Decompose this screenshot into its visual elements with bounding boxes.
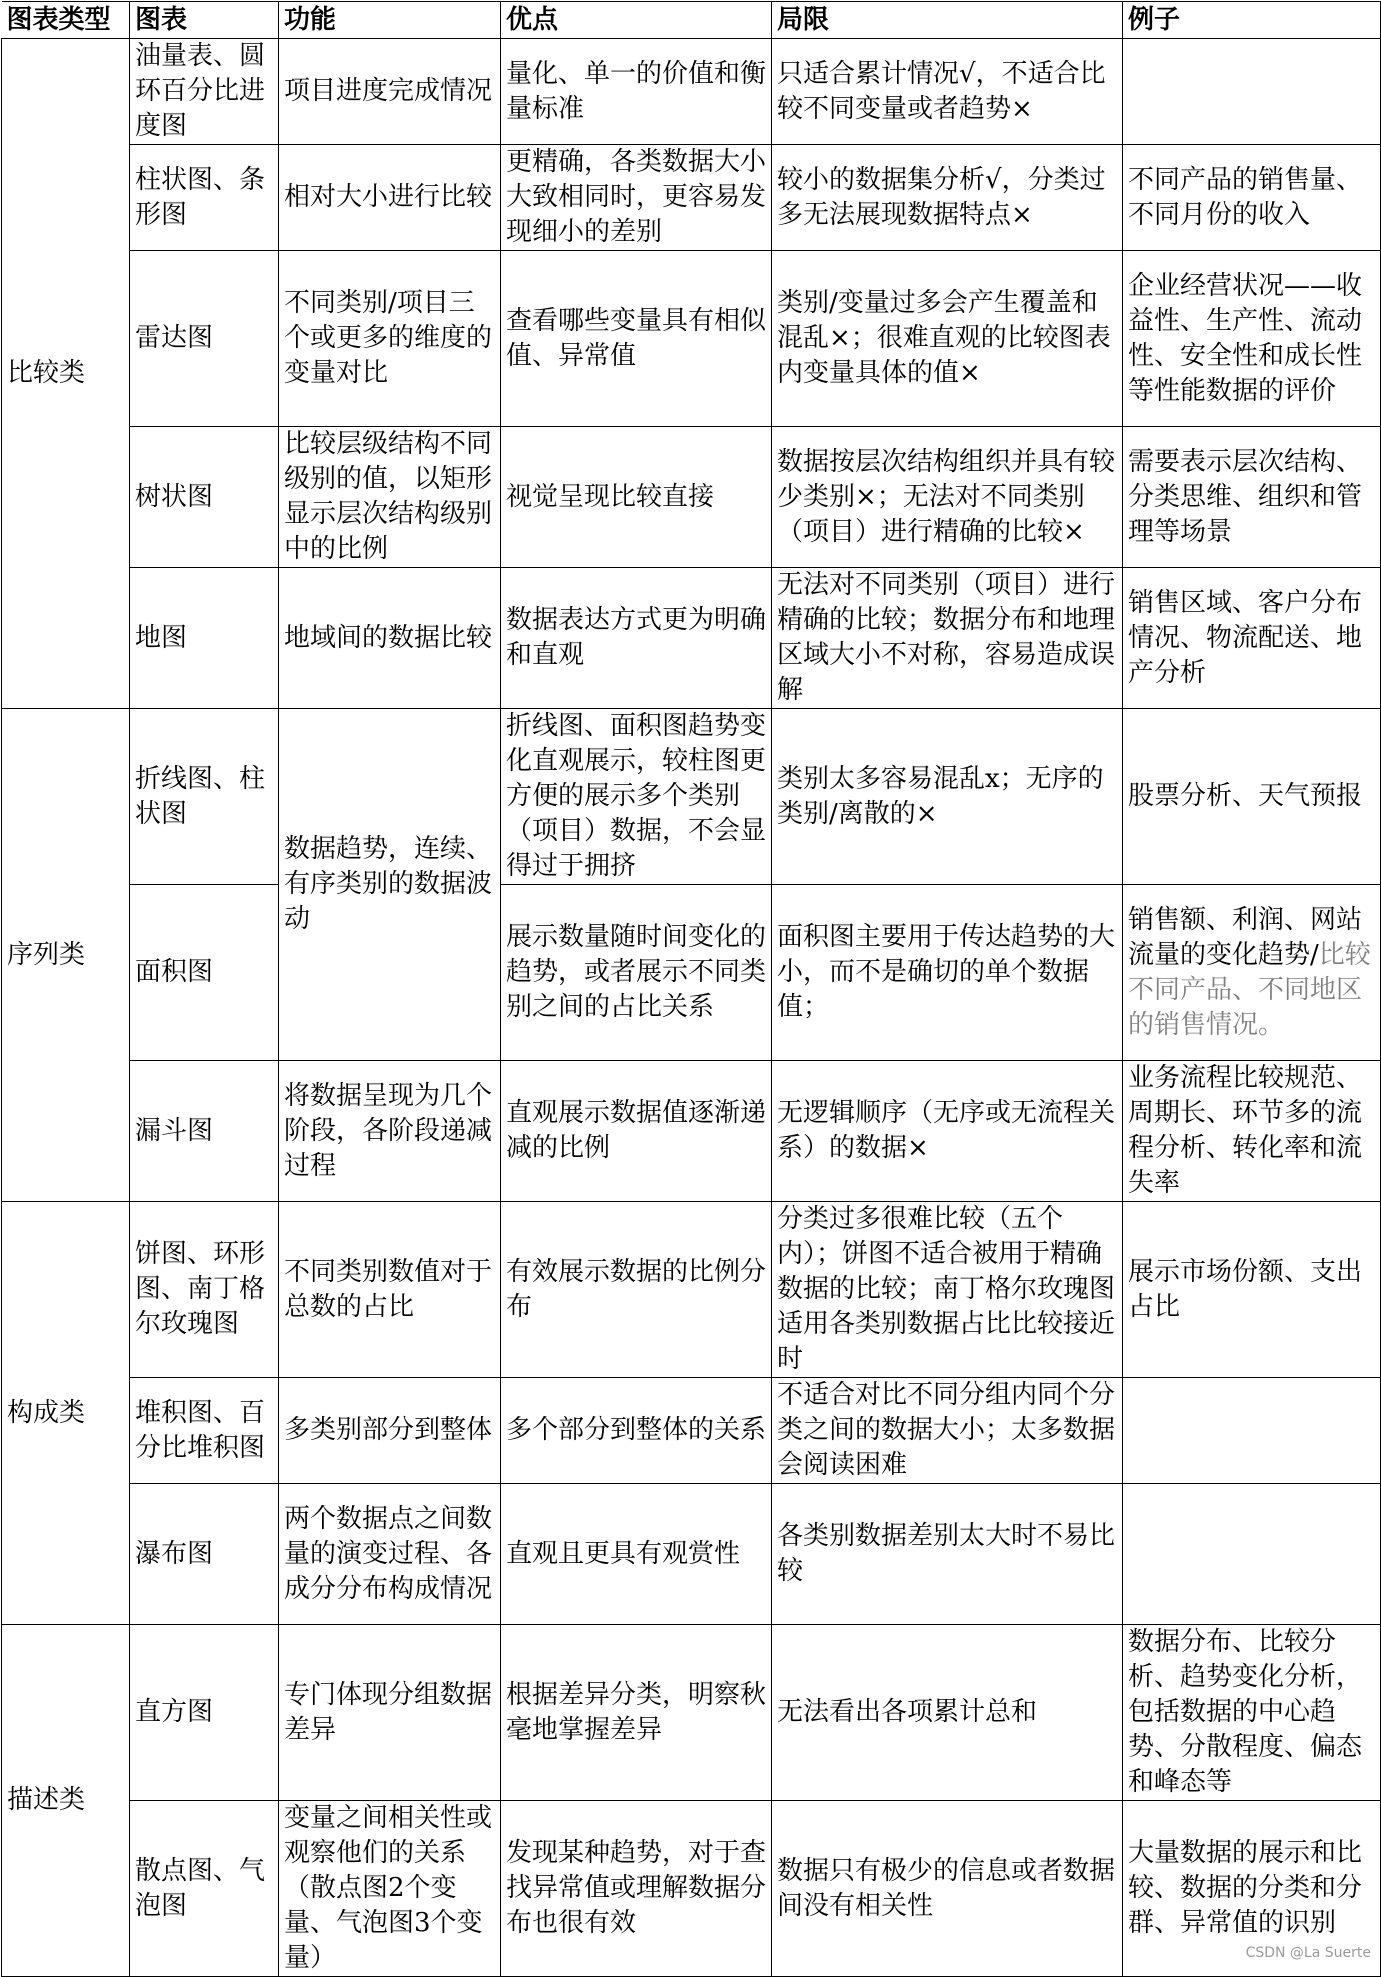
pros-cell: 直观且更具有观赏性 [501, 1484, 772, 1625]
limits-cell: 数据只有极少的信息或者数据间没有相关性 [772, 1801, 1123, 1977]
watermark: CSDN @La Suerte [1245, 1945, 1371, 1961]
header-limits: 局限 [772, 2, 1123, 39]
pros-cell: 数据表达方式更为明确和直观 [501, 568, 772, 709]
function-cell: 将数据呈现为几个阶段，各阶段递减过程 [279, 1061, 501, 1202]
table-row [2, 1484, 1381, 1625]
examples-part1: 销售额、利润、网站流量的变化趋势/ [1128, 904, 1363, 970]
header-examples: 例子 [1123, 2, 1381, 39]
limits-cell: 数据按层次结构组织并具有较少类别×；无法对不同类别（项目）进行精确的比较× [772, 427, 1123, 568]
table-row [2, 251, 1381, 427]
table-row [2, 145, 1381, 251]
category-comparison: 比较类 [2, 39, 130, 709]
examples-cell [1123, 1484, 1381, 1625]
examples-cell: 企业经营状况——收益性、生产性、流动性、安全性和成长性等性能数据的评价 [1123, 251, 1381, 427]
header-chart-type: 图表类型 [2, 2, 130, 39]
chart-cell: 地图 [130, 568, 279, 709]
limits-cell: 分类过多很难比较（五个内）；饼图不适合被用于精确数据的比较；南丁格尔玫瑰图适用各类别数据占比比较接近时 [772, 1202, 1123, 1378]
examples-cell: 展示市场份额、支出占比 [1123, 1202, 1381, 1378]
table-row [2, 885, 1381, 1061]
chart-cell: 散点图、气泡图 [130, 1801, 279, 1977]
examples-cell: 数据分布、比较分析、趋势变化分析，包括数据的中心趋势、分散程度、偏态和峰态等 [1123, 1625, 1381, 1801]
function-cell: 专门体现分组数据差异 [279, 1625, 501, 1801]
limits-cell: 类别/变量过多会产生覆盖和混乱×；很难直观的比较图表内变量具体的值× [772, 251, 1123, 427]
limits-cell: 无法对不同类别（项目）进行精确的比较；数据分布和地理区域大小不对称，容易造成误解 [772, 568, 1123, 709]
chart-cell: 饼图、环形图、南丁格尔玫瑰图 [130, 1202, 279, 1378]
function-cell: 地域间的数据比较 [279, 568, 501, 709]
chart-cell: 瀑布图 [130, 1484, 279, 1625]
header-chart: 图表 [130, 2, 279, 39]
chart-cell: 折线图、柱状图 [130, 709, 279, 885]
category-description: 描述类 [2, 1625, 130, 1977]
chart-cell: 雷达图 [130, 251, 279, 427]
shared-function-cell: 数据趋势，连续、有序类别的数据波动 [279, 709, 501, 1061]
examples-part2: 比较不同产品、不同地区的销售情况。 [1128, 939, 1371, 1040]
examples-cell: 需要表示层次结构、分类思维、组织和管理等场景 [1123, 427, 1381, 568]
category-sequence: 序列类 [2, 709, 130, 1202]
table-row [2, 1801, 1381, 1977]
pros-cell: 展示数量随时间变化的趋势，或者展示不同类别之间的占比关系 [501, 885, 772, 1061]
limits-cell: 较小的数据集分析√，分类过多无法展现数据特点× [772, 145, 1123, 251]
examples-cell: 销售区域、客户分布情况、物流配送、地产分析 [1123, 568, 1381, 709]
limits-cell: 只适合累计情况√，不适合比较不同变量或者趋势× [772, 39, 1123, 145]
function-cell: 多类别部分到整体 [279, 1378, 501, 1484]
function-cell: 项目进度完成情况 [279, 39, 501, 145]
table-row [2, 39, 1381, 145]
header-function: 功能 [279, 2, 501, 39]
chart-cell: 面积图 [130, 885, 279, 1061]
table-row [2, 1378, 1381, 1484]
pros-cell: 直观展示数据值逐渐递减的比例 [501, 1061, 772, 1202]
limits-cell: 无法看出各项累计总和 [772, 1625, 1123, 1801]
function-cell: 比较层级结构不同级别的值，以矩形显示层次结构级别中的比例 [279, 427, 501, 568]
table-row [2, 709, 1381, 885]
examples-cell: 股票分析、天气预报 [1123, 709, 1381, 885]
table-row [2, 1202, 1381, 1378]
table-row [2, 427, 1381, 568]
pros-cell: 根据差异分类，明察秋毫地掌握差异 [501, 1625, 772, 1801]
pros-cell: 更精确，各类数据大小大致相同时，更容易发现细小的差别 [501, 145, 772, 251]
chart-cell: 直方图 [130, 1625, 279, 1801]
function-cell: 变量之间相关性或观察他们的关系（散点图2个变量、气泡图3个变量） [279, 1801, 501, 1977]
examples-cell [1123, 39, 1381, 145]
limits-cell: 面积图主要用于传达趋势的大小，而不是确切的单个数据值； [772, 885, 1123, 1061]
header-row [2, 2, 1381, 39]
table-row [2, 1625, 1381, 1801]
examples-cell: 业务流程比较规范、周期长、环节多的流程分析、转化率和流失率 [1123, 1061, 1381, 1202]
pros-cell: 发现某种趋势，对于查找异常值或理解数据分布也很有效 [501, 1801, 772, 1977]
chart-cell: 堆积图、百分比堆积图 [130, 1378, 279, 1484]
chart-cell: 柱状图、条形图 [130, 145, 279, 251]
table-row [2, 1061, 1381, 1202]
function-cell: 不同类别/项目三个或更多的维度的变量对比 [279, 251, 501, 427]
pros-cell: 折线图、面积图趋势变化直观展示，较柱图更方便的展示多个类别（项目）数据，不会显得过于拥挤 [501, 709, 772, 885]
limits-cell: 无逻辑顺序（无序或无流程关系）的数据× [772, 1061, 1123, 1202]
limits-cell: 不适合对比不同分组内同个分类之间的数据大小；太多数据会阅读困难 [772, 1378, 1123, 1484]
pros-cell: 有效展示数据的比例分布 [501, 1202, 772, 1378]
examples-cell: 不同产品的销售量、不同月份的收入 [1123, 145, 1381, 251]
examples-cell [1123, 885, 1381, 1061]
pros-cell: 查看哪些变量具有相似值、异常值 [501, 251, 772, 427]
category-composition: 构成类 [2, 1202, 130, 1625]
function-cell: 相对大小进行比较 [279, 145, 501, 251]
examples-cell [1123, 1378, 1381, 1484]
pros-cell: 量化、单一的价值和衡量标准 [501, 39, 772, 145]
chart-cell: 油量表、圆环百分比进度图 [130, 39, 279, 145]
pros-cell: 多个部分到整体的关系 [501, 1378, 772, 1484]
chart-types-table [1, 1, 1381, 1977]
pros-cell: 视觉呈现比较直接 [501, 427, 772, 568]
table-row [2, 568, 1381, 709]
limits-cell: 各类别数据差别太大时不易比较 [772, 1484, 1123, 1625]
function-cell: 两个数据点之间数量的演变过程、各成分分布构成情况 [279, 1484, 501, 1625]
limits-cell: 类别太多容易混乱x；无序的类别/离散的× [772, 709, 1123, 885]
chart-cell: 树状图 [130, 427, 279, 568]
examples-cell: 大量数据的展示和比较、数据的分类和分群、异常值的识别 [1123, 1801, 1381, 1977]
function-cell: 不同类别数值对于总数的占比 [279, 1202, 501, 1378]
chart-cell: 漏斗图 [130, 1061, 279, 1202]
header-pros: 优点 [501, 2, 772, 39]
